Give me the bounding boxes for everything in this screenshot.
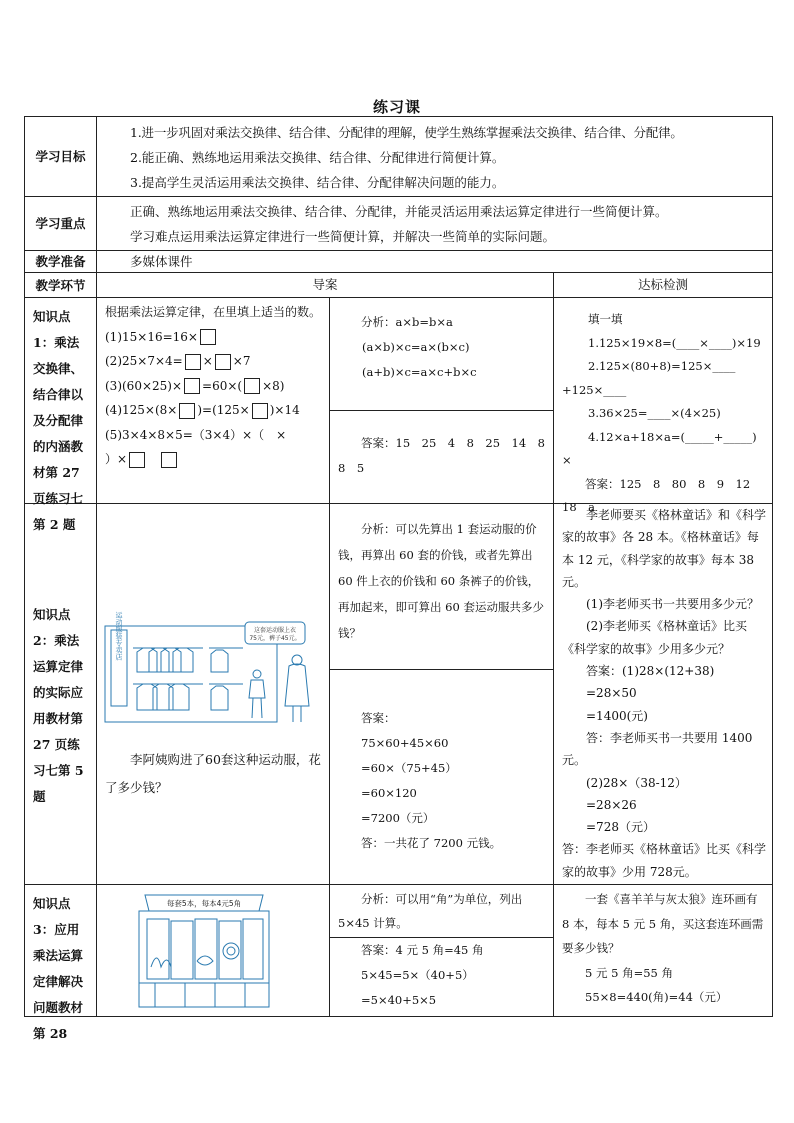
kp2-check-line: =28×26: [586, 797, 637, 812]
kp1-check-answer: 答案：125 8 80 8 9 12 18 a: [562, 476, 762, 514]
preparation-label: 教学准备: [25, 251, 97, 272]
kp2-answer-line: 答：一共花了 7200 元钱。: [361, 836, 502, 850]
kp1-q1: (1)15×16=16×: [97, 325, 329, 350]
kp1-intro: 根据乘法运算定律，在里填上适当的数。: [105, 305, 322, 319]
kp3-analysis-text: 分析：可以用“角”为单位，列出 5×45 计算。: [338, 892, 523, 930]
kp3-check-line: 一套《喜羊羊与灰太狼》连环画有 8 本，每本 5 元 5 角，买这套连环画需要多少钱？: [562, 892, 764, 955]
kp1-check-4b: ×: [562, 453, 572, 467]
preparation-text: 多媒体课件: [130, 254, 193, 269]
kp3-check-line: 55×8=440(角)=44（元）: [585, 990, 728, 1004]
kp1-check-2b: +125×____: [562, 382, 627, 397]
kp2-answer-line: =60×120: [361, 786, 417, 800]
speech-bubble-line-1: 这套运动服上衣: [253, 627, 297, 634]
blank-box[interactable]: [185, 354, 201, 370]
header-check: 达标检测: [637, 277, 688, 292]
objective-line: 2.能正确、熟练地运用乘法交换律、结合律、分配律进行简便计算。: [130, 150, 505, 165]
kp3-check: [554, 885, 772, 1016]
kp1-guide: [330, 298, 557, 503]
kp2-answer-line: =7200（元）: [361, 811, 435, 825]
kp2-answer: [330, 669, 553, 856]
kp2-check-line: 答：李老师买书一共要用 1400 元。: [562, 730, 753, 768]
kp2-analysis-text: 分析：可以先算出 1 套运动服的价钱，再算出 60 套的价钱，或者先算出 60 件上衣的价钱和 60 条裤子的价钱，再加起来，即可算出 60 套运动服共多少钱？: [338, 522, 544, 640]
kp2-check-line: =28×50: [586, 686, 637, 701]
kp2-check-line: =1400(元): [586, 708, 648, 723]
blank-box[interactable]: [244, 378, 260, 394]
kp1-q5: (5)3×4×8×5=（3×4）×（ ×: [105, 427, 287, 442]
speech-bubble-line-2: 75元，裤子45元。: [249, 635, 301, 642]
kp1-row: [25, 298, 772, 532]
kp1-check-title: 填一填: [588, 312, 623, 326]
kp1-check-3: 3.36×25=____×(4×25): [588, 406, 721, 420]
kp1-analysis: [330, 310, 553, 385]
kp2-title: 知识点 2：乘法运算定律的实际应用教材第 27 页练习七第 5 题: [25, 504, 97, 884]
blank-box[interactable]: [184, 378, 200, 394]
blank-box[interactable]: [179, 403, 195, 419]
kp3-row: [25, 885, 772, 1041]
preparation-value: [97, 251, 772, 272]
key-point-line: 正确、熟练地运用乘法交换律、结合律、分配律，并能灵活运用乘法运算定律进行一些简便计算。: [130, 204, 668, 219]
shop-sign: 运动服装专卖店: [115, 611, 123, 661]
kp2-answer-line: 75×60+45×60: [361, 736, 449, 750]
kp2-check-line: 答案：(1)28×(12+38): [586, 664, 715, 679]
kp2-check-line: 李老师要买《格林童话》和《科学家的故事》各 28 本。《格林童话》每本 12 元，《科学家的故事》每本 38 元。: [562, 508, 767, 589]
kp3-answer: [330, 937, 553, 1013]
blank-box[interactable]: [129, 452, 145, 468]
kp2-question: 李阿姨购进了60套这种运动服，花了多少钱？: [105, 752, 321, 795]
kp1-check: [554, 298, 772, 514]
kp3-guide: [330, 885, 554, 1016]
kp3-check-line: 5 元 5 角=55 角: [585, 965, 674, 980]
kp1-q4: (4)125×(8× )=(125× )×14: [105, 403, 300, 417]
kp2-exercise: [97, 504, 330, 884]
kp2-row: [25, 504, 772, 885]
header-teaching-step: 教学环节: [25, 273, 97, 297]
comic-books-illustration: [135, 891, 275, 1011]
section-header-row: [25, 273, 772, 298]
lesson-table: [24, 116, 773, 1041]
kp3-answer-line: 答案：4 元 5 角=45 角: [361, 943, 484, 957]
kp1-answer: [330, 410, 557, 481]
objective-line: 1.进一步巩固对乘法交换律、结合律、分配律的理解，使学生熟练掌握乘法交换律、结合律、分配律。: [130, 125, 683, 140]
preparation-row: [25, 251, 772, 273]
key-points-content: [97, 197, 772, 250]
kp2-analysis: [330, 516, 553, 646]
key-points-row: [25, 197, 772, 251]
kp2-guide: [330, 504, 554, 884]
comic-banner: 每套5本，每本4元5角: [166, 899, 242, 908]
kp3-answer-line: 5×45=5×（40+5）: [361, 968, 474, 982]
kp3-answer-line: =5×40+5×5: [361, 993, 437, 1007]
blank-box[interactable]: [215, 354, 231, 370]
kp1-check-2: 2.125×(80+8)=125×____: [588, 359, 736, 373]
kp3-analysis: [330, 887, 553, 935]
kp1-q2: (2)25×7×4= × ×7: [105, 354, 251, 368]
kp1-title: 知识点 1：乘法交换律、结合律以及分配律的内涵教材第 27 页练习七第 2 题: [25, 298, 97, 503]
kp2-answer-line: 答案：: [361, 711, 396, 725]
kp2-check-line: (2)28×（38-12）: [586, 775, 687, 790]
objective-line: 3.提高学生灵活运用乘法交换律、结合律、分配律解决问题的能力。: [130, 175, 505, 190]
kp2-check-line: (2)李老师买《格林童话》比买《科学家的故事》少用多少元？: [562, 619, 747, 656]
kp1-exercise: [97, 298, 330, 503]
sports-shop-illustration: [103, 611, 323, 728]
kp2-answer-line: =60×（75+45）: [361, 761, 457, 775]
kp2-check-line: =728（元）: [586, 820, 655, 835]
key-point-line: 学习难点运用乘法运算定律进行一些简便计算，并解决一些简单的实际问题。: [130, 229, 556, 244]
kp2-check-line: 答：李老师买《格林童话》比买《科学家的故事》少用 728元。: [562, 842, 767, 879]
kp3-exercise: [97, 885, 330, 1016]
objectives-row: [25, 117, 772, 197]
objectives-content: [97, 117, 772, 196]
header-guide: 导案: [97, 273, 554, 297]
kp1-check-1: 1.125×19×8=(____×____)×19: [588, 335, 761, 350]
kp1-analysis-2: (a×b)×c=a×(b×c): [362, 340, 470, 354]
kp1-answer-text: 答案：15 25 4 8 25 14 8 8 5: [338, 436, 557, 475]
kp1-q3: (3)(60×25)× =60×( ×8): [105, 378, 285, 393]
kp1-q5-cont: ）×: [97, 447, 329, 472]
key-points-label: 学习重点: [25, 197, 97, 250]
kp2-check: [554, 504, 772, 884]
objectives-label: 学习目标: [25, 117, 97, 196]
kp3-title: 知识点 3：应用乘法运算定律解决问题教材第 28: [25, 885, 97, 1016]
kp2-check-line: (1)李老师买书一共要用多少元？: [586, 597, 759, 612]
blank-box[interactable]: [252, 403, 268, 419]
kp1-analysis-1: 分析：a×b=b×a: [361, 315, 453, 329]
page-title: 练习课: [372, 98, 421, 116]
kp1-analysis-3: (a+b)×c=a×c+b×c: [362, 365, 477, 379]
blank-box[interactable]: [200, 329, 216, 345]
blank-box[interactable]: [161, 452, 177, 468]
kp1-check-4: 4.12×a+18×a=(_____+_____): [588, 429, 757, 444]
